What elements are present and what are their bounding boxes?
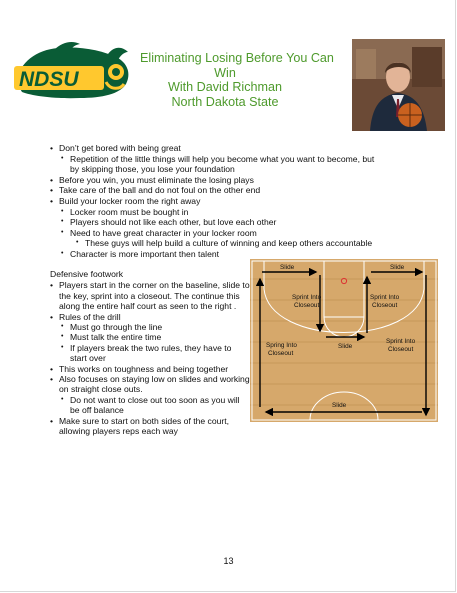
page-number: 13 [223, 556, 234, 566]
list-item-continuation: by skipping those, you lose your foundation [70, 164, 235, 175]
list-item: • Don’t get bored with being great [50, 143, 450, 154]
list-item: • Build your locker room the right away [50, 196, 450, 207]
label-sprint-far-2: Closeout [388, 346, 414, 353]
list-item: • Character is more important then talent [61, 249, 450, 260]
list-item: • Make sure to start on both sides of the court, allowing players reps each way [50, 416, 250, 437]
list-item: • Players start in the corner on the baseline, slide to the key, sprint into a closeout. The continue this along the entire half court as seen to the right . [50, 280, 250, 311]
label-spring-1: Spring Into [266, 342, 297, 349]
list-item: • Must go through the line [61, 322, 250, 332]
list-item: • These guys will help build a culture of winning and keep others accountable [76, 238, 450, 249]
list-item: • Repetition of the little things will help you become what you want to become, but [61, 154, 450, 165]
speaker-photo [352, 39, 445, 131]
list-item: • Players should not like each other, but love each other [61, 217, 450, 228]
list-item: • If players break the two rules, they have to start over [61, 343, 250, 364]
title-line-3: With David Richman [167, 80, 283, 95]
defensive-footwork-section [50, 269, 250, 437]
label-spring-2: Closeout [268, 350, 294, 357]
ndsu-bison-logo [10, 38, 134, 104]
label-slide-mid: Slide [338, 343, 353, 350]
court-drill-diagram [250, 259, 438, 422]
list-item: • Need to have great character in your locker room [61, 228, 450, 239]
label-slide-top-right: Slide [390, 264, 405, 271]
page-title [140, 51, 334, 109]
title-line-4: North Dakota State [171, 94, 279, 109]
list-item: • Rules of the drill [50, 312, 250, 322]
list-item: • Also focuses on staying low on slides and working on straight close outs. [50, 374, 250, 395]
title-line-2: Win [214, 65, 236, 80]
label-sprint-far-1: Sprint Into [386, 338, 416, 345]
list-item: • This works on toughness and being together [50, 364, 250, 374]
label-slide-top-left: Slide [280, 264, 295, 271]
logo-text: NDSU [19, 68, 79, 91]
list-item: • Locker room must be bought in [61, 207, 450, 218]
title-line-1: Eliminating Losing Before You Can [140, 51, 334, 65]
list-item: • Do not want to close out too soon as you will be off balance [61, 395, 250, 416]
main-bullet-list [50, 143, 450, 260]
label-sprint-left-2: Closeout [294, 302, 320, 309]
label-slide-bottom: Slide [332, 402, 347, 409]
label-sprint-left-1: Sprint Into [292, 294, 322, 301]
label-sprint-right-2: Closeout [372, 302, 398, 309]
label-sprint-right-1: Sprint Into [370, 294, 400, 301]
section-heading: Defensive footwork [50, 269, 124, 279]
list-item: • Must talk the entire time [61, 332, 250, 342]
list-item: • Before you win, you must eliminate the losing plays [50, 175, 450, 186]
list-item: • Take care of the ball and do not foul on the other end [50, 185, 450, 196]
